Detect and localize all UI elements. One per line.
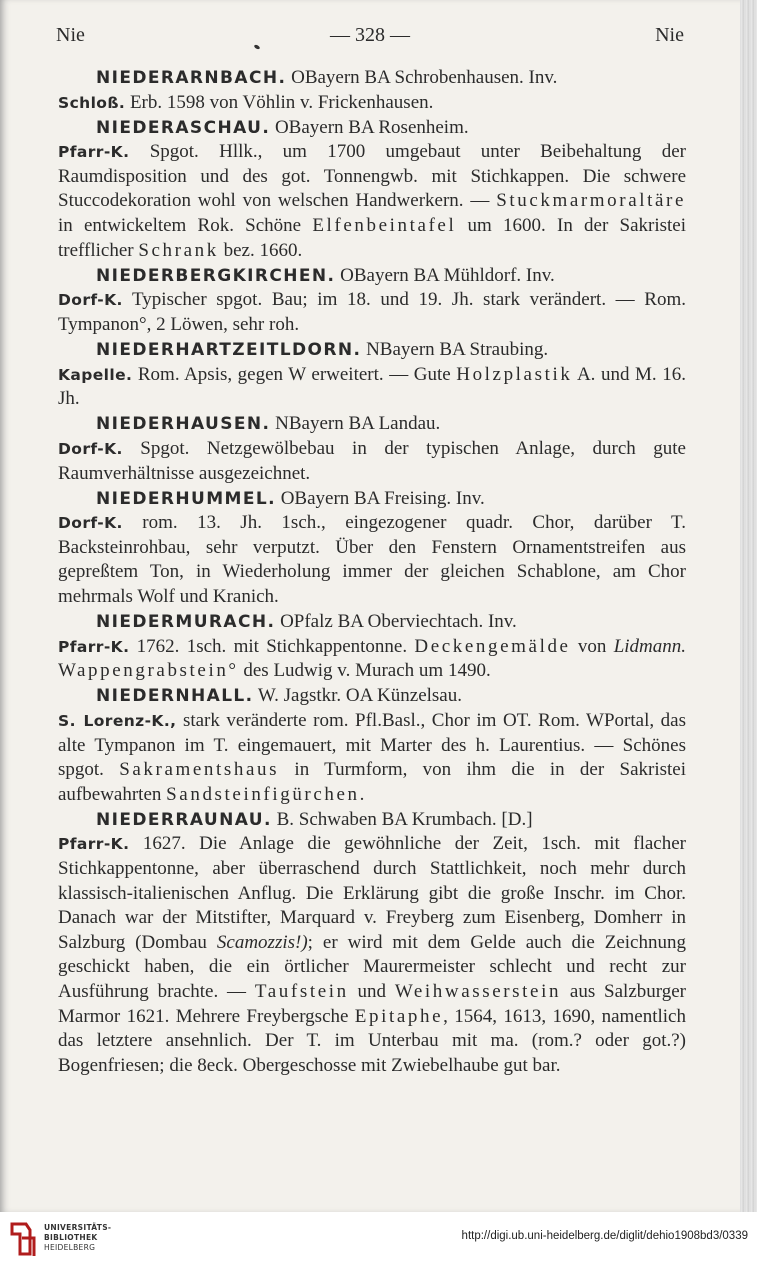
entry-text: Typischer spgot. Bau; im 18. und 19. Jh. stark verändert. — Rom. Tympanon°, 2 Löwen, sehr roh. bbox=[58, 289, 686, 335]
region-info: OBayern BA Rosenheim. bbox=[270, 116, 469, 138]
spaced-term: Holzplastik bbox=[456, 363, 573, 385]
page-edge bbox=[740, 0, 757, 1212]
region-info: OBayern BA Mühldorf. Inv. bbox=[335, 264, 555, 286]
place-name: NIEDERARNBACH. bbox=[96, 68, 287, 88]
entry-headline bbox=[58, 487, 686, 512]
entry-text: und bbox=[348, 980, 395, 1002]
spaced-term: Sandsteinfigürchen. bbox=[166, 783, 367, 805]
entry-headline bbox=[58, 808, 686, 833]
entry-text: bez. 1660. bbox=[218, 239, 303, 261]
place-name: NIEDERASCHAU. bbox=[96, 117, 271, 138]
building-label: Pfarr-K. bbox=[58, 143, 130, 162]
entry-headline bbox=[58, 610, 686, 635]
region-info: OPfalz BA Oberviechtach. Inv. bbox=[275, 611, 517, 633]
region-info: OBayern BA Schrobenhausen. Inv. bbox=[286, 67, 558, 88]
spaced-term: Wappengrabstein° bbox=[58, 660, 239, 682]
entry bbox=[58, 66, 686, 115]
building-label: Kapelle. bbox=[58, 365, 133, 384]
place-name: NIEDERRAUNAU. bbox=[96, 809, 272, 830]
entry-text: von bbox=[570, 635, 614, 657]
entry-text: Spgot. Hllk., um 1700 umgebaut unter Beibehaltung der Raumdisposition und des got. Tonnengwb. mit Stichkappen. Die schwere Stuccodekoration wohl von welschen Handwerkern. — bbox=[58, 141, 686, 212]
place-name: NIEDERHARTZEITLDORN. bbox=[96, 340, 362, 361]
entry bbox=[58, 684, 686, 807]
region-info: B. Schwaben BA Krumbach. [D.] bbox=[271, 808, 533, 830]
spaced-term: Weihwasserstein bbox=[394, 980, 562, 1002]
entry-headline bbox=[58, 412, 686, 437]
region-info: OBayern BA Freising. Inv. bbox=[275, 487, 485, 509]
entry-text: 1627. Die Anlage die gewöhnliche der Zeit, 1sch. mit flacher Stichkappentonne, aber überraschend durch Stattlichkeit, noch mehr durch klassisch-italienischen Anflug. Die Erklärung gibt die große Inschr. im Chor. Danach war der Mitstifter, Marquard v. Freyberg zum Eisenberg, Domherr in Salzburg (Dombau bbox=[58, 833, 686, 953]
spaced-term: Sakramentshaus bbox=[119, 759, 280, 781]
entry-text: Rom. Apsis, gegen W erweitert. — Gute bbox=[132, 363, 457, 385]
place-name: NIEDERHAUSEN. bbox=[96, 414, 271, 435]
building-label: S. Lorenz-K., bbox=[58, 711, 177, 730]
place-name: NIEDERHUMMEL. bbox=[96, 488, 276, 509]
entry-text: um 1600. In der Sakristei trefflicher bbox=[58, 215, 687, 261]
entry bbox=[58, 338, 686, 412]
entry-text: , 1564, 1613, 1690, namentlich das letztere ansehnlich. Der T. im Unterbau mit ma. (rom.? oder got.?) Bogenfriesen; die 8eck. Obergeschosse mit Zwiebelhaube gut bar. bbox=[58, 1005, 686, 1076]
entry-text: ; er wird mit dem Gelde auch die Zeichnung geschickt haben, die ein örtlicher Maurermeister schlecht und recht zur Ausführung brachte. — bbox=[58, 931, 686, 1002]
italic-name: Lidmann. bbox=[613, 635, 687, 657]
entry-headline bbox=[58, 116, 686, 141]
entry-text: in entwickeltem Rok. Schöne bbox=[58, 215, 313, 237]
place-name: NIEDERMURACH. bbox=[96, 612, 276, 633]
header-right: Nie bbox=[655, 24, 684, 46]
region-info: NBayern BA Straubing. bbox=[361, 339, 549, 361]
entry bbox=[58, 412, 686, 486]
entry bbox=[58, 487, 686, 610]
entry-text: Erb. 1598 von Vöhlin v. Frickenhausen. bbox=[125, 91, 434, 113]
running-header bbox=[56, 20, 684, 50]
entry-headline bbox=[58, 66, 686, 91]
region-info: NBayern BA Landau. bbox=[270, 413, 441, 435]
spaced-term: Deckengemälde bbox=[414, 635, 571, 657]
entry bbox=[58, 808, 686, 1079]
entry bbox=[58, 610, 686, 684]
place-name: NIEDERNHALL. bbox=[96, 686, 254, 707]
region-info: W. Jagstkr. OA Künzelsau. bbox=[253, 685, 462, 707]
entry-text: Spgot. Netzgewölbebau in der typischen Anlage, durch gute Raumverhältnisse ausgezeichnet. bbox=[58, 437, 686, 484]
university-library-logo-icon bbox=[8, 1220, 38, 1258]
building-label: Pfarr-K. bbox=[58, 835, 130, 854]
spaced-term: Schrank bbox=[138, 239, 219, 261]
entry-text: 1762. 1sch. mit Stichkappentonne. bbox=[129, 635, 415, 657]
building-label: Dorf-K. bbox=[58, 514, 123, 533]
institution-line-2: BIBLIOTHEK bbox=[44, 1233, 98, 1242]
entry-text: rom. 13. Jh. 1sch., eingezogener quadr. Chor, darüber T. Backsteinrohbau, sehr verputzt. Über den Fenstern Ornamentstreifen aus gepreßtem Ton, in Wiederholung immer der gleichen Schablone, am Chor mehrmals Wolf und Kranich. bbox=[58, 512, 686, 607]
place-name: NIEDERBERGKIRCHEN. bbox=[96, 265, 336, 286]
building-label: Pfarr-K. bbox=[58, 637, 130, 656]
source-url[interactable]: http://digi.ub.uni-heidelberg.de/diglit/dehio1908bd3/0339 bbox=[461, 1230, 748, 1242]
building-label: Dorf-K. bbox=[58, 439, 123, 458]
footer-bar bbox=[0, 1212, 757, 1268]
spaced-term: Taufstein bbox=[254, 980, 349, 1002]
dictionary-text bbox=[58, 66, 686, 1078]
institution-name bbox=[44, 1223, 111, 1253]
entry-headline bbox=[58, 264, 686, 289]
institution-line-3: HEIDELBERG bbox=[44, 1243, 96, 1252]
entry bbox=[58, 264, 686, 338]
entry-text: stark veränderte rom. Pfl.Basl., Chor im OT. Rom. WPortal, das alte Tympanon im T. eingemauert, mit Marter des h. Laurentius. — Schönes spgot. bbox=[58, 709, 686, 781]
entry-text: A. und M. 16. Jh. bbox=[58, 363, 686, 410]
entry-text: in Turmform, von ihm die in der Sakristei aufbewahrten bbox=[58, 759, 686, 805]
spaced-term: Epitaphe bbox=[354, 1005, 444, 1027]
spaced-term: Stuckmarmoraltäre bbox=[496, 190, 686, 212]
spaced-term: Elfenbeintafel bbox=[312, 215, 457, 237]
entry-text: des Ludwig v. Murach um 1490. bbox=[238, 660, 491, 682]
entry-text: aus Salzburger Marmor 1621. Mehrere Freybergsche bbox=[58, 980, 686, 1027]
italic-name: Scamozzis!) bbox=[216, 931, 308, 953]
entry-headline bbox=[58, 684, 686, 709]
institution-line-1: UNIVERSITÄTS- bbox=[44, 1223, 112, 1232]
building-label: Schloß. bbox=[58, 93, 126, 112]
page-number: — 328 — bbox=[330, 24, 410, 46]
entry bbox=[58, 116, 686, 264]
header-left: Nie bbox=[56, 24, 85, 46]
building-label: Dorf-K. bbox=[58, 291, 123, 310]
entry-headline bbox=[58, 338, 686, 363]
